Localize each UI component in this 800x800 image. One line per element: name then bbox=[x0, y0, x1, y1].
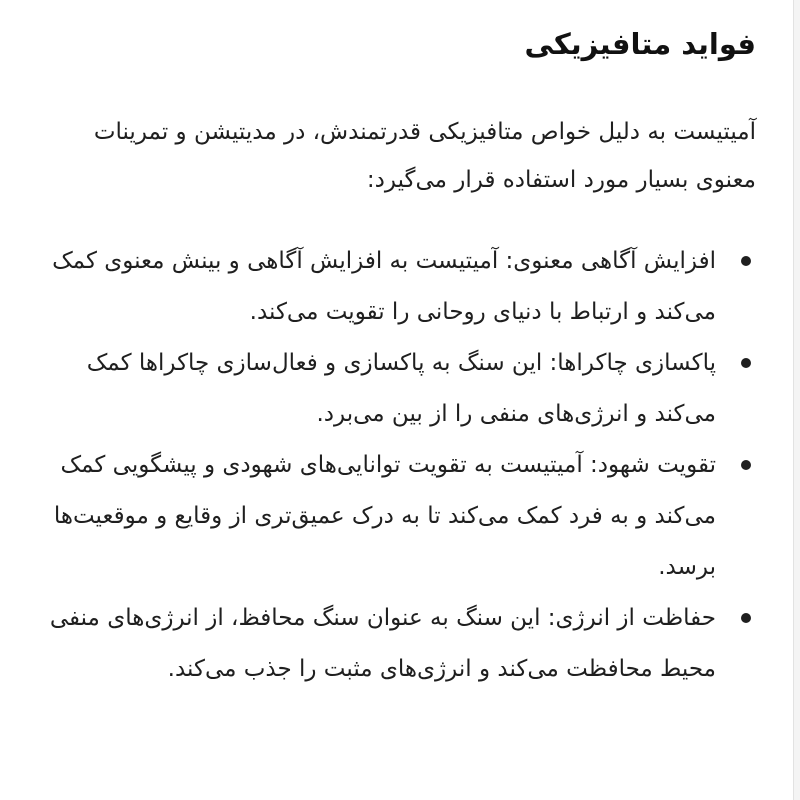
benefit-text: حفاظت از انرژی: این سنگ به عنوان سنگ محافظ، از انرژی‌های منفی محیط محافظت می‌کند و انرژی‌های مثبت را جذب می‌کند. bbox=[49, 605, 716, 682]
bullet-dot-icon bbox=[741, 460, 751, 470]
benefit-text: پاکسازی چاکراها: این سنگ به پاکسازی و فعال‌سازی چاکراها کمک می‌کند و انرژی‌های منفی را از بین می‌برد. bbox=[86, 350, 716, 427]
intro-paragraph: آمیتیست به دلیل خواص متافیزیکی قدرتمندش، در مدیتیشن و تمرینات معنوی بسیار مورد استفاده قرار می‌گیرد: bbox=[93, 119, 756, 193]
benefit-text: افزایش آگاهی معنوی: آمیتیست به افزایش آگاهی و بینش معنوی کمک می‌کند و ارتباط با دنیای روحانی را تقویت می‌کند. bbox=[52, 248, 716, 325]
bullet-dot-icon bbox=[741, 613, 751, 623]
section-heading: فواید متافیزیکی bbox=[524, 27, 756, 61]
benefit-item-spiritual-awareness bbox=[36, 236, 756, 338]
benefit-item-intuition bbox=[36, 440, 756, 593]
benefit-item-chakra-cleansing bbox=[36, 338, 756, 440]
bullet-dot-icon bbox=[741, 358, 751, 368]
benefits-list bbox=[36, 236, 756, 695]
benefit-text: تقویت شهود: آمیتیست به تقویت توانایی‌های شهودی و پیشگویی کمک می‌کند و به فرد کمک می‌کند تا به درک عمیق‌تری از وقایع و موقعیت‌ها برسد. bbox=[53, 452, 716, 580]
benefit-item-energy-protection bbox=[36, 593, 756, 695]
bullet-dot-icon bbox=[741, 256, 751, 266]
scrollbar-track[interactable] bbox=[793, 0, 800, 800]
